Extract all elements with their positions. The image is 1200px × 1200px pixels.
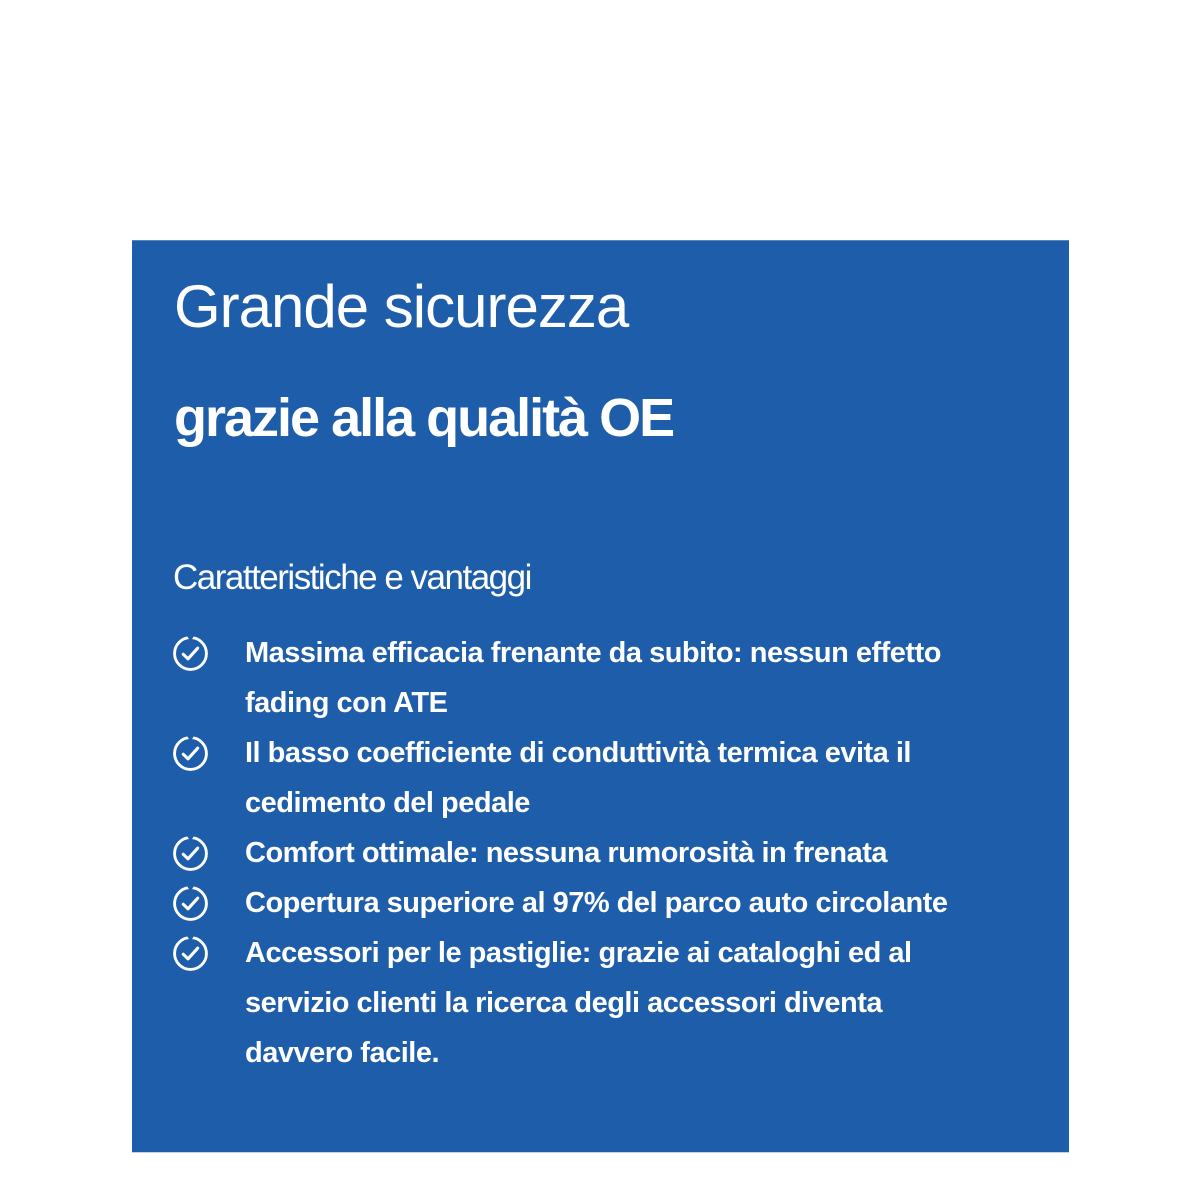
check-circle-icon xyxy=(172,635,209,672)
benefit-item xyxy=(172,828,1039,878)
benefit-line: Accessori per le pastiglie: grazie ai cataloghi ed al xyxy=(245,937,912,969)
main-title-light: Grande sicurezza xyxy=(174,273,629,340)
section-heading: Caratteristiche e vantaggi xyxy=(173,558,531,597)
benefit-line: Comfort ottimale: nessuna rumorosità in frenata xyxy=(245,837,887,869)
check-circle-icon xyxy=(172,835,209,872)
benefit-item xyxy=(172,728,1039,828)
benefit-item xyxy=(172,878,1039,928)
benefits-list xyxy=(172,628,1039,1078)
benefit-line: Massima efficacia frenante da subito: nessun effetto xyxy=(245,637,941,669)
benefit-line: Copertura superiore al 97% del parco auto circolante xyxy=(245,887,948,919)
benefit-item xyxy=(172,628,1039,728)
check-circle-icon xyxy=(172,935,209,972)
main-title-bold: grazie alla qualità OE xyxy=(174,388,674,448)
benefit-text xyxy=(245,878,947,928)
benefit-line: fading con ATE xyxy=(245,687,448,719)
content-panel xyxy=(132,240,1069,1152)
benefit-text xyxy=(245,928,912,1078)
benefit-text xyxy=(245,628,941,728)
benefit-text xyxy=(245,728,911,828)
benefit-line: davvero facile. xyxy=(245,1037,439,1069)
benefit-item xyxy=(172,928,1039,1078)
check-circle-icon xyxy=(172,735,209,772)
benefit-line: servizio clienti la ricerca degli accessori diventa xyxy=(245,987,882,1019)
benefit-text xyxy=(245,828,887,878)
benefit-line: Il basso coefficiente di conduttività termica evita il xyxy=(245,737,911,769)
check-circle-icon xyxy=(172,885,209,922)
benefit-line: cedimento del pedale xyxy=(245,787,530,819)
